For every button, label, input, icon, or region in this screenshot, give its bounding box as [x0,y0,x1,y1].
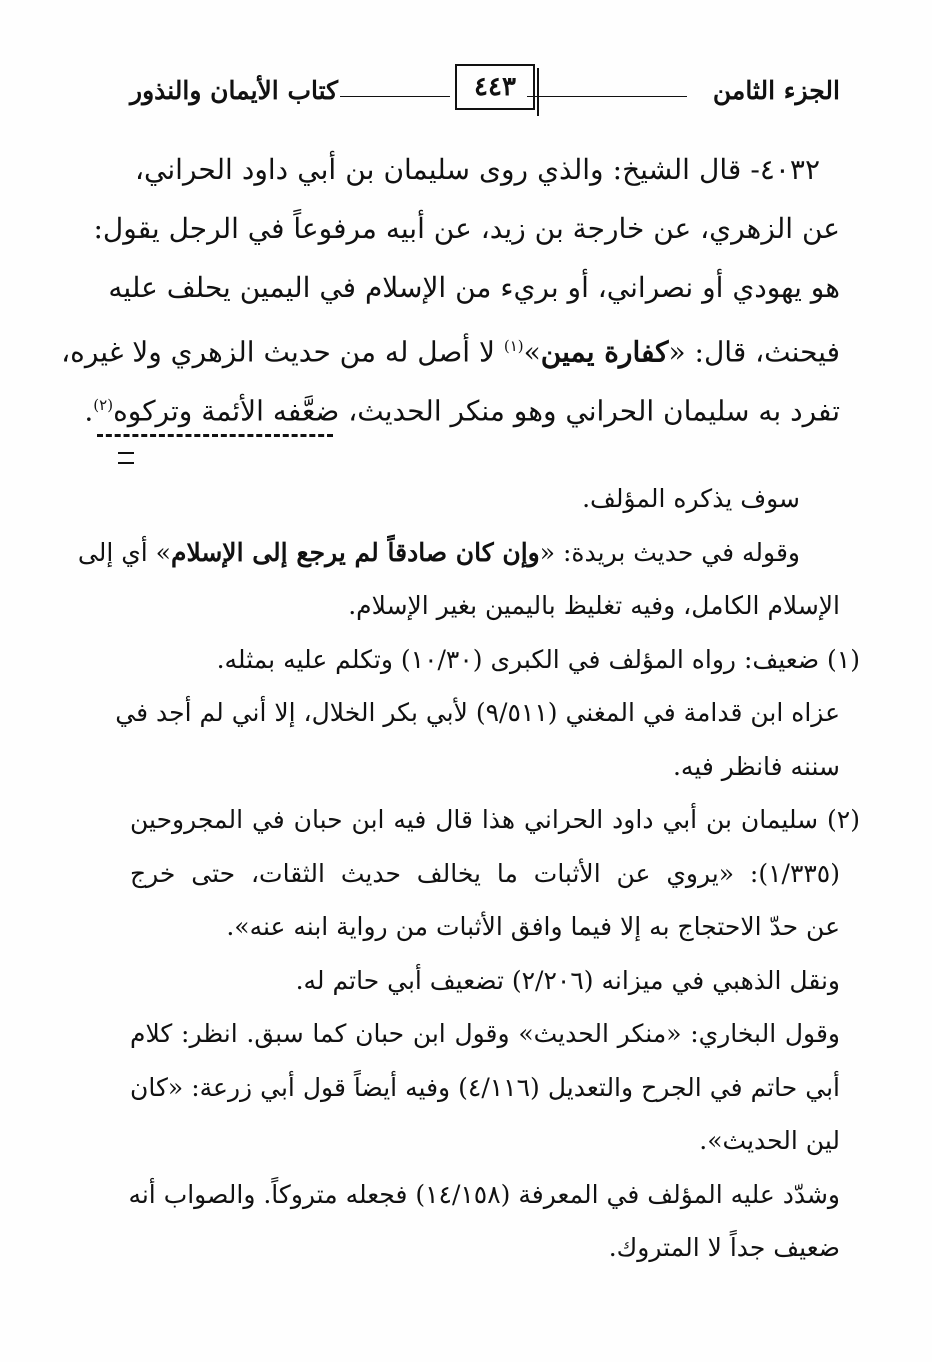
commentary-text: وقوله في حديث بريدة: « [539,537,800,567]
footnote-2-line: ضعيف جداً لا المتروك. [608,1233,840,1262]
main-line [93,199,840,258]
page-number-box: ٤٤٣ [455,64,535,110]
running-header [130,60,840,122]
footnote-ref-1: (١) [503,337,524,355]
footnote-2-line: وقول البخاري: «منكر الحديث» وقول ابن حبان كما سبق. انظر: كلام [130,1019,840,1048]
commentary-line: سوف يذكره المؤلف. [582,484,800,513]
footnote-2-line: وشدّد عليه المؤلف في المعرفة (١٤/١٥٨) فجعله متروكاً. والصواب أنه [128,1179,840,1209]
footnote-2-line: (١/٣٣٥): «يروي عن الأثبات ما يخالف حديث الثقات، حتى خرج [130,858,840,888]
main-text [61,140,840,435]
commentary-line [77,526,840,580]
main-line [84,376,840,435]
footnote-1-line: (١) ضعيف: رواه المؤلف في الكبرى (١٠/٣٠) وتكلم عليه بمثله. [216,644,860,674]
main-line [61,317,840,376]
main-line-text: . [84,394,94,428]
separator-equals [118,452,134,464]
main-line-text: هو يهودي أو نصراني، أو بريء من الإسلام في اليمين يحلف عليه [108,271,840,304]
main-line [135,140,840,199]
header-rule-right [527,96,687,97]
footnote-2-line: ونقل الذهبي في ميزانه (٢/٢٠٦) تضعيف أبي حاتم له. [295,965,840,995]
header-book-title: كتاب الأيمان والنذور [130,76,339,105]
notes-section [77,472,860,1275]
separator-dashes [97,434,333,437]
quote-close: » [523,335,541,369]
main-line [108,258,840,317]
main-line-text: لا أصل له من حديث الزهري ولا غيره، [61,335,504,369]
footnote-2-line: عن حدّ الاحتجاج به إلا فيما وافق الأثبات من رواية ابنه عنه». [226,912,840,941]
commentary-text: » أي إلى [77,537,171,567]
footnote-2-line: لين الحديث». [699,1126,840,1155]
main-line-text: ٤٠٣٢- قال الشيخ: والذي روى سليمان بن أبي داود الحراني، [135,153,820,186]
footnote-ref-2: (٢) [93,396,114,414]
hadith-quote-bold: كفارة يمين [540,335,669,369]
commentary-line: الإسلام الكامل، وفيه تغليظ باليمين بغير الإسلام. [348,591,840,620]
commentary-quote-bold: وإن كان صادقاً لم يرجع إلى الإسلام [170,537,540,567]
main-line-text: فيحنث، قال: « [668,335,840,369]
footnote-2-line: (٢) سليمان بن أبي داود الحراني هذا قال فيه ابن حبان في المجروحين [130,805,860,834]
header-part-title: الجزء الثامن [712,76,840,105]
footnote-1-line: عزاه ابن قدامة في المغني (٩/٥١١) لأبي بكر الخلال، إلا أني لم أجد في [115,698,840,727]
header-rule-left [340,96,450,97]
main-line-text: تفرد به سليمان الحراني وهو منكر الحديث، ضعَّفه الأئمة وتركوه [113,394,840,428]
footnote-1-line: سننه فانظر فيه. [672,751,840,781]
footnote-2-line: أبي حاتم في الجرح والتعديل (٤/١١٦) وفيه أيضاً قول أبي زرعة: «كان [130,1072,840,1102]
main-line-text: عن الزهري، عن خارجة بن زيد، عن أبيه مرفوعاً في الرجل يقول: [93,212,840,245]
